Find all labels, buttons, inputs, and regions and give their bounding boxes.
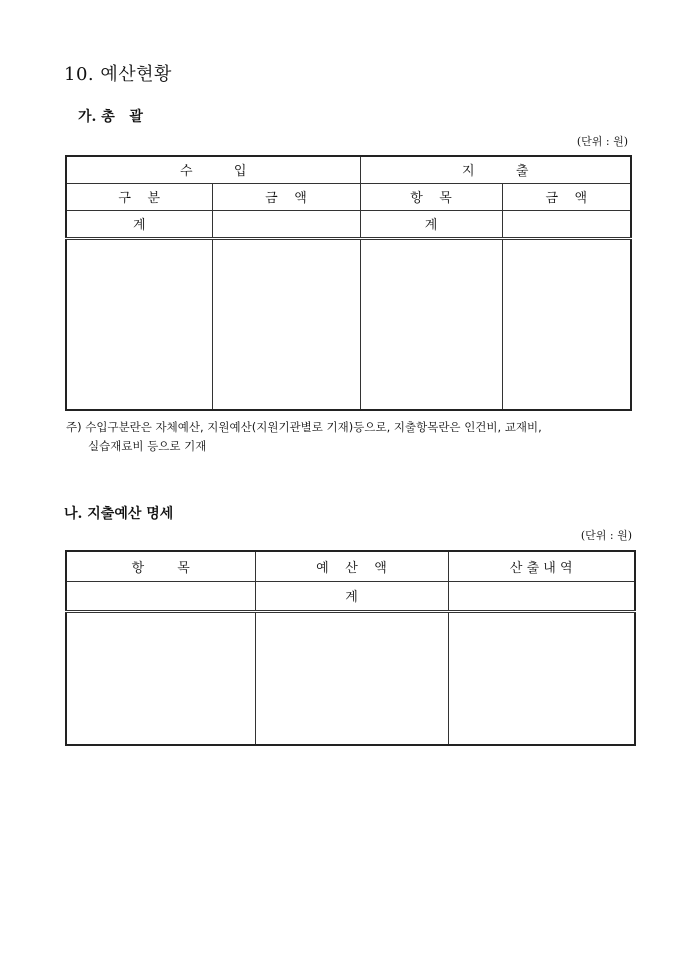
expense-detail-table [65, 550, 636, 746]
detail-item-entry-cell[interactable] [66, 611, 255, 745]
footnote-line-1: 주) 수입구분란은 자체예산, 지원예산(지원기관별로 기재)등으로, 지출항목란은 인건비, 교재비, [66, 420, 542, 434]
item-header: 항 목 [360, 183, 502, 210]
expense-amount-entry-cell[interactable] [502, 238, 631, 410]
detail-budget-entry-cell[interactable] [255, 611, 448, 745]
footnote [66, 418, 636, 456]
item-entry-cell[interactable] [360, 238, 502, 410]
income-amount-header: 금 액 [212, 183, 360, 210]
income-amount-entry-cell[interactable] [212, 238, 360, 410]
detail-total-label: 계 [255, 581, 448, 611]
category-entry-cell[interactable] [66, 238, 212, 410]
income-total-label: 계 [66, 210, 212, 238]
expense-amount-header: 금 액 [502, 183, 631, 210]
section-a-unit: (단위 : 원) [576, 135, 628, 148]
income-total-cell[interactable] [212, 210, 360, 238]
detail-calc-header: 산 출 내 역 [448, 551, 635, 581]
section-b-title: 나. 지출예산 명세 [64, 506, 174, 522]
detail-budget-header: 예 산 액 [255, 551, 448, 581]
category-header: 구 분 [66, 183, 212, 210]
expense-total-label: 계 [360, 210, 502, 238]
income-header: 수 입 [66, 156, 360, 183]
detail-calc-entry-cell[interactable] [448, 611, 635, 745]
footnote-line-2: 실습재료비 등으로 기재 [88, 439, 207, 453]
expense-total-cell[interactable] [502, 210, 631, 238]
detail-total-blank[interactable] [66, 581, 255, 611]
summary-table [65, 155, 632, 411]
section-a-title: 가. 총 괄 [78, 109, 143, 125]
page-title: 10. 예산현황 [64, 64, 172, 85]
detail-total-calc-cell[interactable] [448, 581, 635, 611]
expense-header: 지 출 [360, 156, 631, 183]
detail-item-header: 항 목 [66, 551, 255, 581]
section-b-unit: (단위 : 원) [580, 529, 632, 542]
